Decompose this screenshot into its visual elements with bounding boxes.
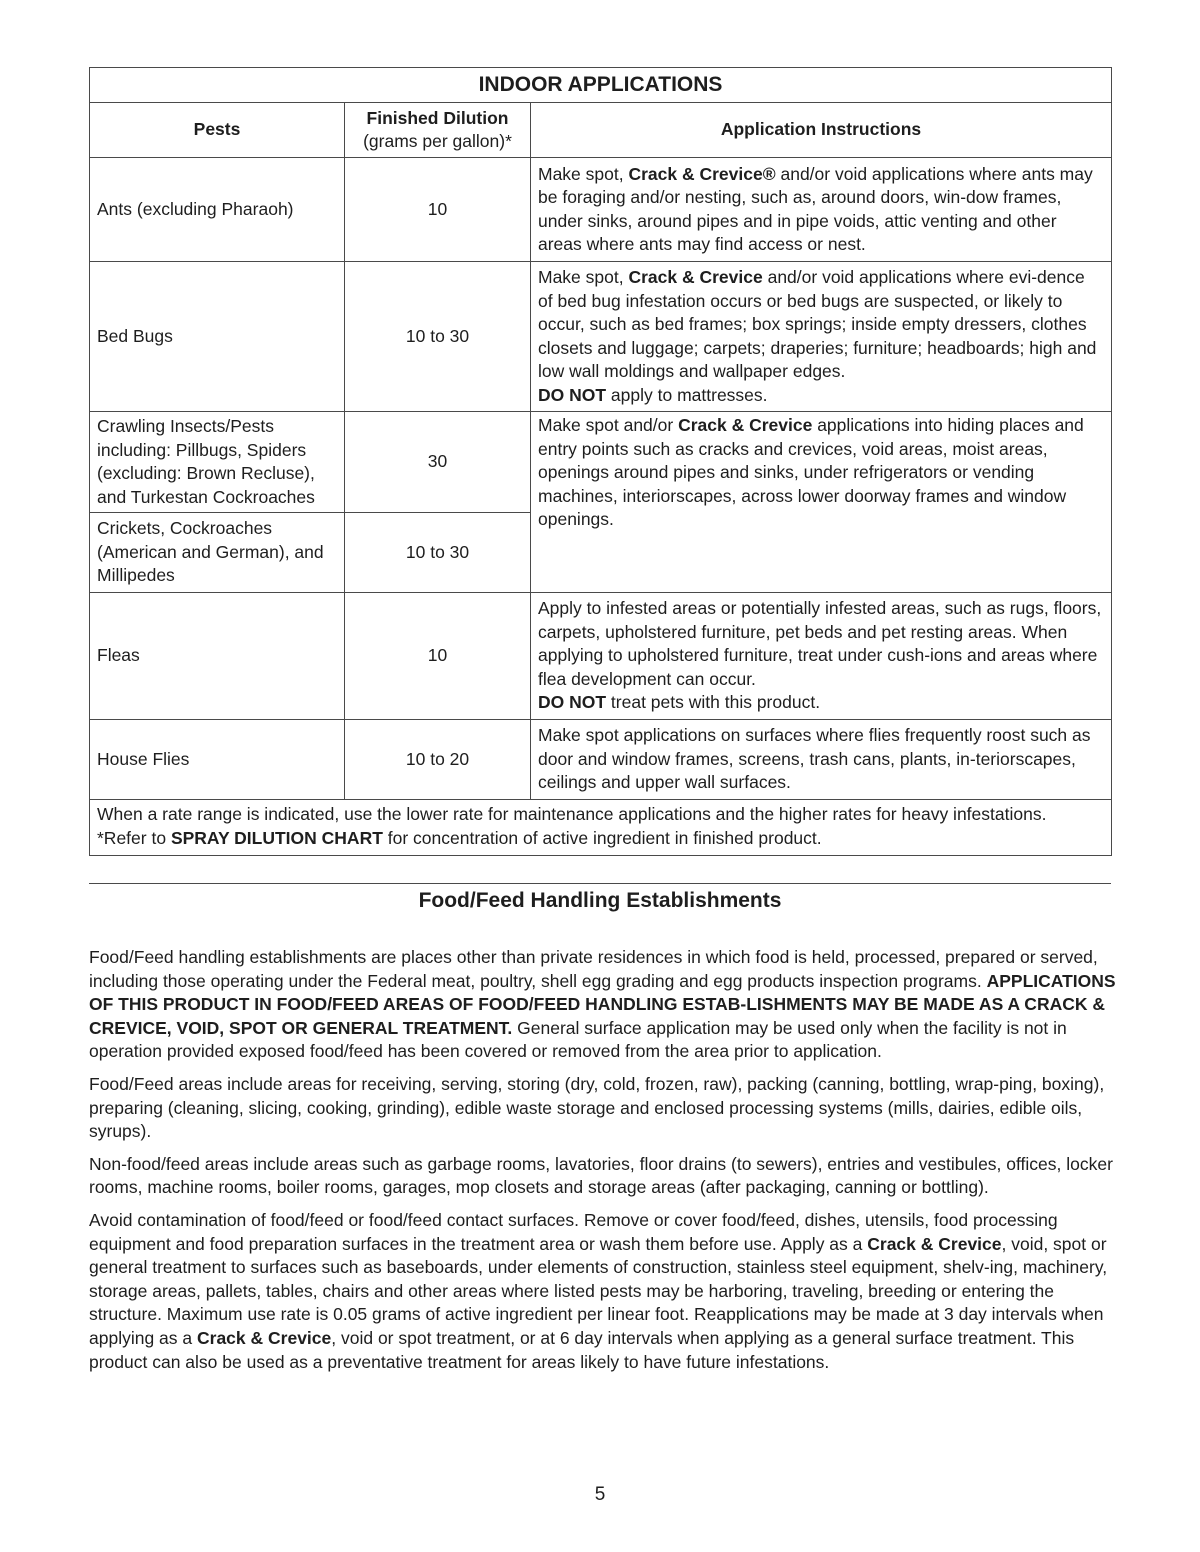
section-divider <box>89 883 1111 884</box>
paragraph-text: Food/Feed handling establishments are places other than private residences in which food is held, processed, prepared or served, including those operating under the Federal meat, poultry, shell egg grading and egg products inspection programs. <box>89 947 1098 991</box>
pest-cell: Ants (excluding Pharaoh) <box>90 158 345 262</box>
instr-bold: Crack & Crevice® <box>628 163 776 184</box>
dilution-cell: 30 <box>345 412 531 513</box>
dilution-cell: 10 to 30 <box>345 513 531 593</box>
header-pests: Pests <box>90 103 345 158</box>
paragraph-bold: Crack & Crevice <box>197 1327 332 1348</box>
instr-text: Make spot applications on surfaces where flies frequently roost such as door and window frames, screens, trash cans, plants, in-teriorscapes, ceilings and upper wall surfaces. <box>538 725 1091 793</box>
paragraph <box>89 1209 1119 1374</box>
instr-text: and/or void applications where ants may be foraging and/or nesting, such as, around doors, win-dow frames, under sinks, around pipes and in pipe voids, attic venting and other areas where ants may find access or nest. <box>538 163 1093 254</box>
instr-bold: Crack & Crevice <box>678 415 813 435</box>
instr-text: applications into hiding places and entry points such as cracks and crevices, void areas, moist areas, openings around pipes and sinks, under refrigerators or vending machines, interiorscapes, across lower doorway frames and window openings. <box>538 415 1084 529</box>
dilution-cell: 10 <box>345 593 531 720</box>
instr-text: treat pets with this product. <box>606 692 821 713</box>
indoor-applications-table <box>89 67 1112 856</box>
do-not-warning: DO NOT <box>538 692 607 713</box>
footnote-ref-tail: for concentration of active ingredient in finished product. <box>382 827 822 848</box>
instructions-cell <box>531 593 1112 720</box>
instr-bold: Crack & Crevice <box>628 267 763 287</box>
section-title: Food/Feed Handling Establishments <box>418 889 782 912</box>
paragraph-text: , void or spot treatment, or at 6 day intervals when applying as a general surface treatment. This product can also be used as a preventative treatment for areas likely to have future infestations. <box>89 1327 1075 1372</box>
table-header-row <box>90 103 1112 158</box>
footnote-rate-range: When a rate range is indicated, use the lower rate for maintenance applications and the higher rates for heavy infestations. <box>97 804 1047 824</box>
header-dilution-unit: (grams per gallon)* <box>363 131 512 151</box>
instructions-cell <box>531 720 1112 800</box>
paragraph: Non-food/feed areas include areas such as garbage rooms, lavatories, floor drains (to sewers), entries and vestibules, offices, locker rooms, machine rooms, boiler rooms, garages, mop closets and storage areas (after packaging, canning or bottling). <box>89 1153 1113 1198</box>
paragraph-text: , void, spot or general treatment to surfaces such as baseboards, under elements of construction, stainless steel equipment, shelv-ing, machinery, storage areas, pallets, tables, chairs and other areas where listed pests may be harboring, traveling, breeding or entering the structure. Maximum use rate is 0.05 grams of active ingredient per linear foot. Reapplications may be made at 3 day intervals when applying as a <box>89 1233 1108 1348</box>
paragraph-text: General surface application may be used only when the facility is not in operation provided exposed food/feed has been covered or removed from the area prior to application. <box>89 1017 1067 1062</box>
footnote-chart-name: SPRAY DILUTION CHART <box>170 827 383 848</box>
instr-text: Apply to infested areas or potentially infested areas, such as rugs, floors, carpets, upholstered furniture, pet beds and pet resting areas. When applying to upholstered furniture, treat under cush-ions and areas where flea development can occur. <box>538 598 1102 689</box>
table-row <box>90 720 1112 800</box>
page-number: 5 <box>594 1484 606 1505</box>
instr-text: Make spot, <box>538 163 629 184</box>
header-dilution <box>345 103 531 158</box>
table-row <box>90 158 1112 262</box>
pest-cell: Crickets, Cockroaches (American and German), and Millipedes <box>90 513 345 593</box>
pest-cell: House Flies <box>90 720 345 800</box>
instr-text: Make spot and/or <box>538 415 679 435</box>
paragraph-text: Avoid contamination of food/feed or food/feed contact surfaces. Remove or cover food/feed, dishes, utensils, food processing equipment and food preparation surfaces in the treatment area or wash them before use. Apply as a <box>89 1209 1058 1254</box>
pest-cell: Bed Bugs <box>90 262 345 412</box>
paragraph-bold: Crack & Crevice <box>867 1233 1002 1254</box>
table-row <box>90 412 1112 513</box>
instructions-cell <box>531 412 1112 593</box>
table-footnote-row <box>90 800 1112 856</box>
footnote-ref: *Refer to <box>97 827 171 848</box>
instructions-cell <box>531 158 1112 262</box>
header-dilution-label: Finished Dilution <box>366 107 509 128</box>
indoor-applications-section <box>89 67 1111 922</box>
table-footnote <box>90 800 1112 856</box>
dilution-cell: 10 to 20 <box>345 720 531 800</box>
paragraph-bold: APPLICATIONS OF THIS PRODUCT IN FOOD/FEED AREAS OF FOOD/FEED HANDLING ESTAB-LISHMENTS MAY BE MADE AS A CRACK & CREVICE, VOID, SPOT OR GENERAL TREATMENT. <box>89 970 1116 1038</box>
table-row <box>90 593 1112 720</box>
instr-text: Make spot, <box>538 267 629 287</box>
dilution-cell: 10 <box>345 158 531 262</box>
instructions-cell <box>531 262 1112 412</box>
paragraph: Food/Feed areas include areas for receiving, serving, storing (dry, cold, frozen, raw), packing (canning, bottling, wrap-ping, boxing), preparing (cleaning, slicing, cooking, grinding), edible waste storage and enclosed processing systems (mills, dairies, edible oils, syrups). <box>89 1073 1105 1142</box>
instr-text: and/or void applications where evi-dence of bed bug infestation occurs or bed bugs are suspected, or likely to occur, such as bed frames; box springs; inside empty dressers, clothes closets and luggage; carpets; draperies; furniture; headboards; high and low wall moldings and wallpaper edges. <box>538 267 1097 381</box>
table-title: INDOOR APPLICATIONS <box>90 68 1112 103</box>
pest-cell: Crawling Insects/Pests including: Pillbugs, Spiders (excluding: Brown Recluse), and Turkestan Cockroaches <box>90 412 345 513</box>
do-not-warning: DO NOT <box>538 384 607 405</box>
header-instructions: Application Instructions <box>531 103 1112 158</box>
food-feed-section <box>89 946 1119 1383</box>
dilution-cell: 10 to 30 <box>345 262 531 412</box>
pest-cell: Fleas <box>90 593 345 720</box>
paragraph <box>89 946 1119 1064</box>
instr-text: apply to mattresses. <box>606 384 768 405</box>
table-row <box>90 262 1112 412</box>
